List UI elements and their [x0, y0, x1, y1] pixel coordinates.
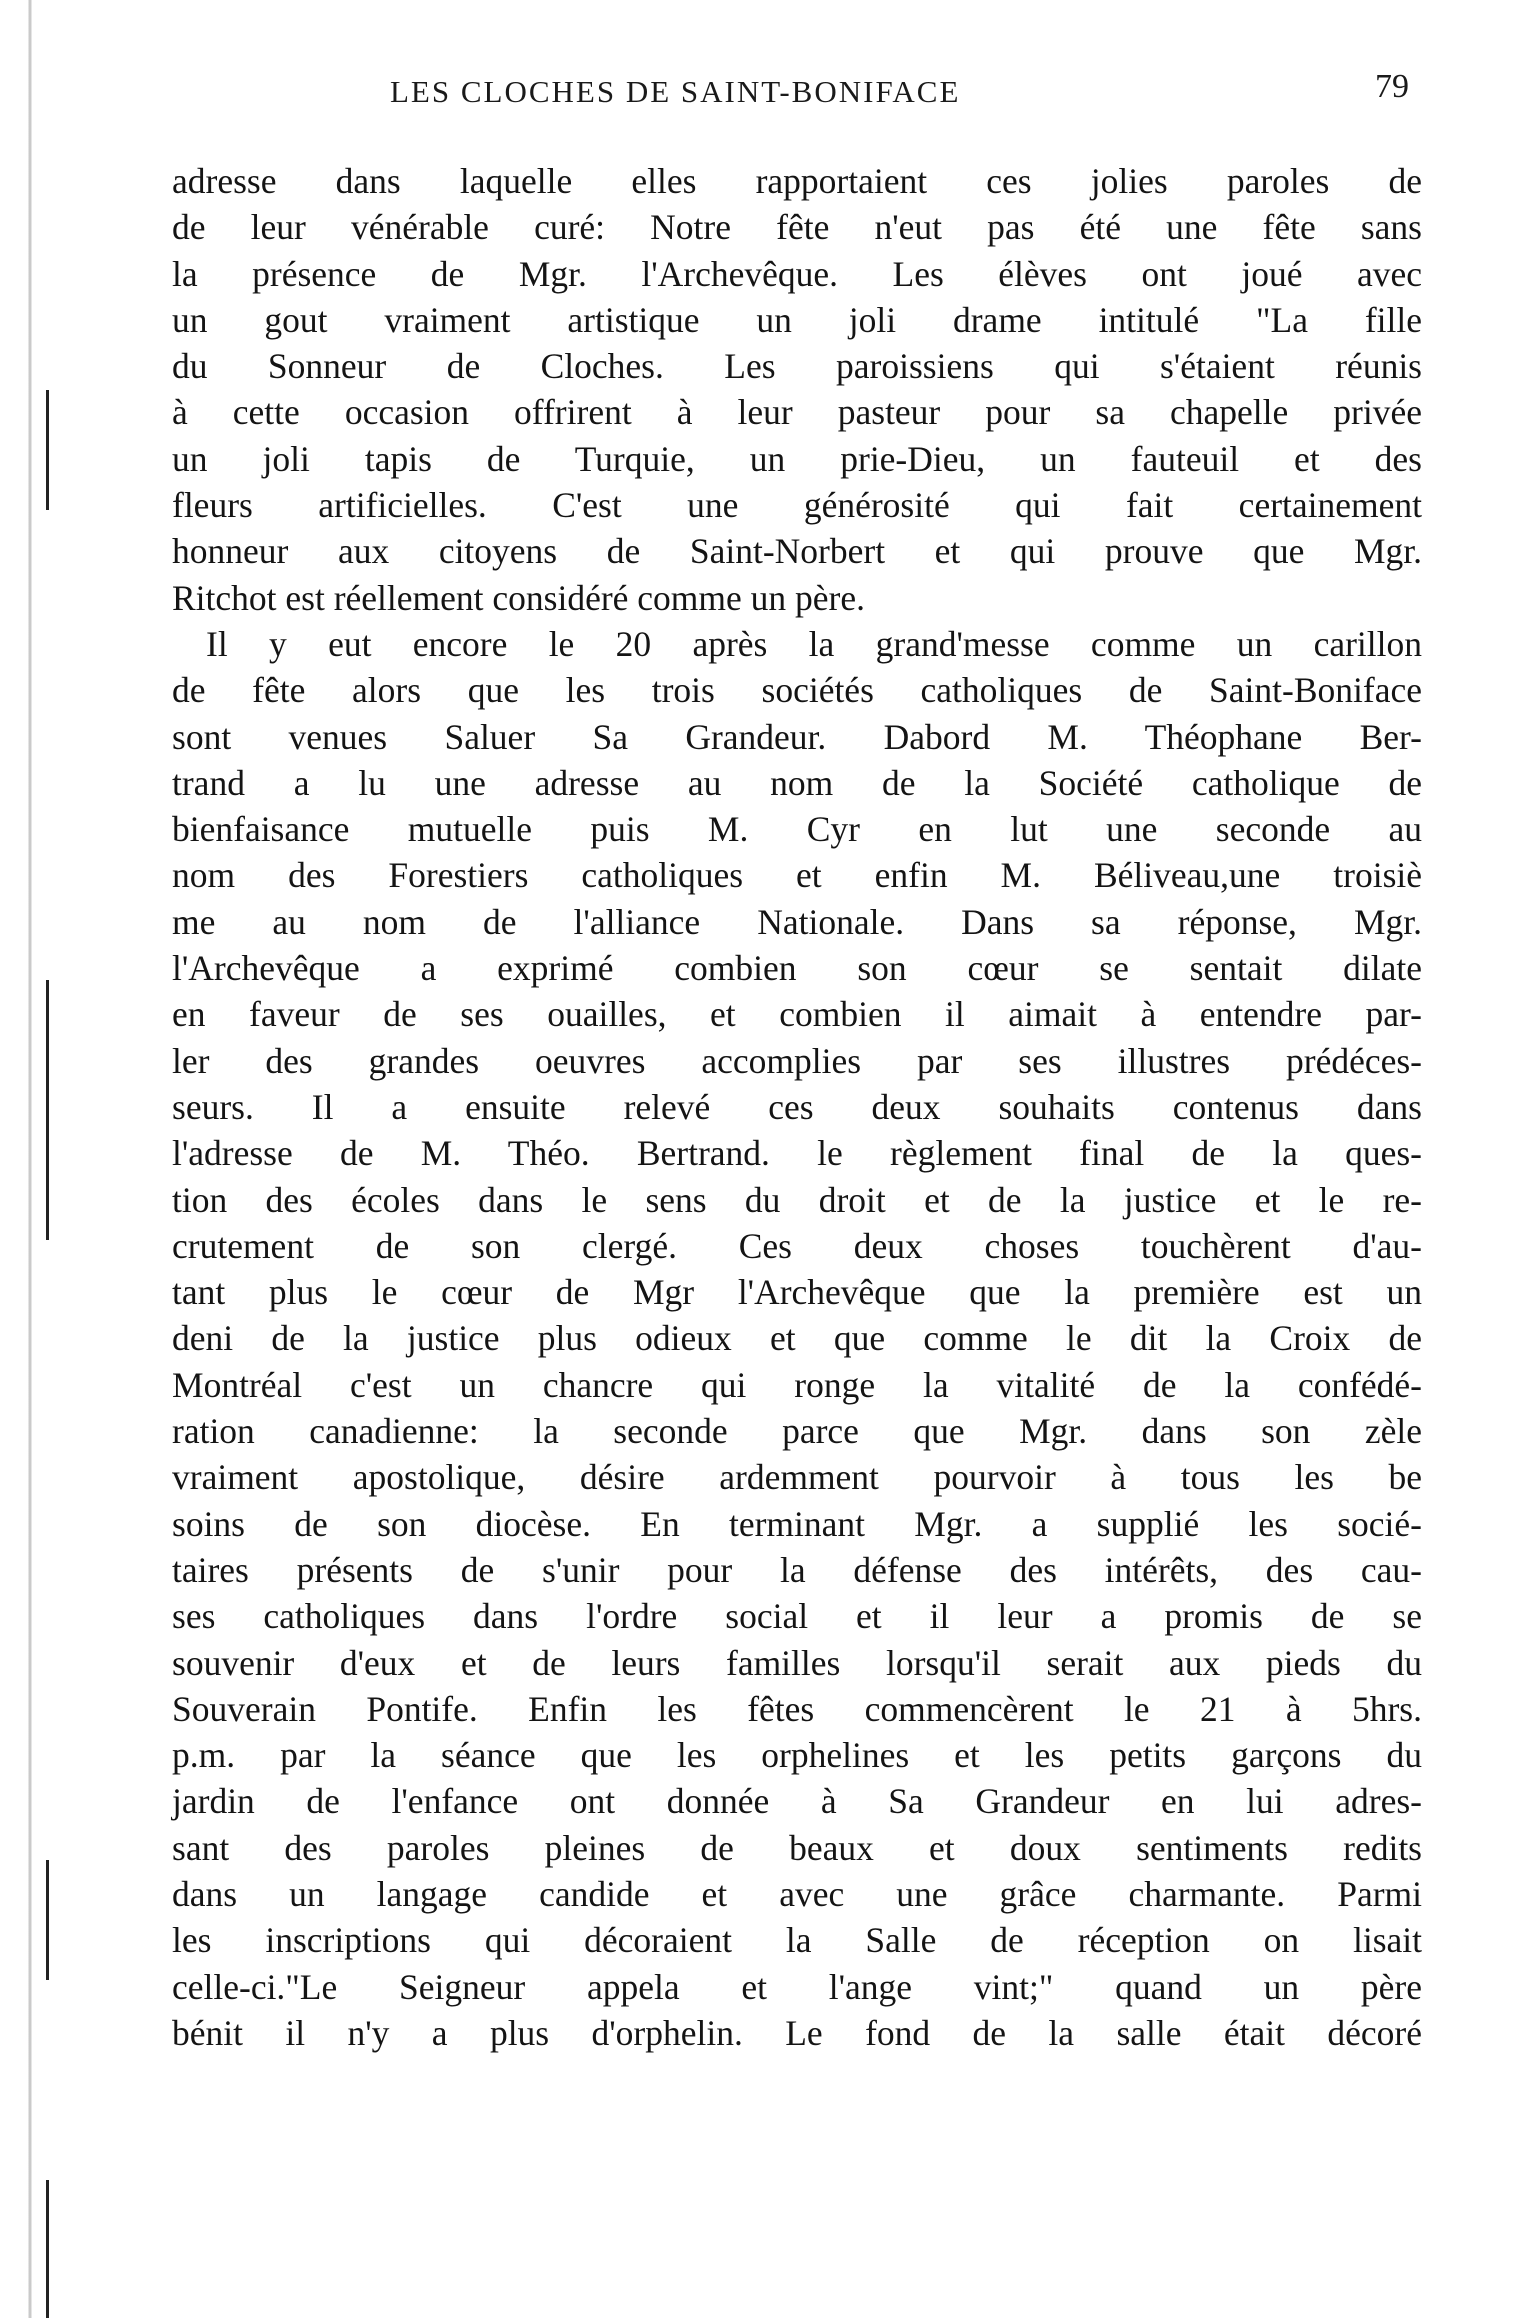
- margin-mark: [46, 2180, 49, 2318]
- text-line: me au nom de l'alliance Nationale. Dans sa réponse, Mgr.: [172, 901, 1422, 942]
- text-line: tant plus le cœur de Mgr l'Archevêque que la première est un: [172, 1272, 1422, 1313]
- text-line: soins de son diocèse. En terminant Mgr. a supplié les socié-: [172, 1503, 1422, 1544]
- text-line: p.m. par la séance que les orphelines et les petits garçons du: [172, 1735, 1422, 1776]
- text-line: de fête alors que les trois sociétés catholiques de Saint-Boniface: [172, 670, 1422, 711]
- text-line: la présence de Mgr. l'Archevêque. Les élèves ont joué avec: [172, 253, 1422, 294]
- text-line: celle-ci."Le Seigneur appela et l'ange vint;" quand un père: [172, 1966, 1422, 2007]
- text-line: seurs. Il a ensuite relevé ces deux souhaits contenus dans: [172, 1086, 1422, 1127]
- page-number: 79: [1375, 68, 1409, 105]
- text-line: crutement de son clergé. Ces deux choses touchèrent d'au-: [172, 1225, 1422, 1266]
- text-line: adresse dans laquelle elles rapportaient ces jolies paroles de: [172, 161, 1422, 201]
- page-edge-shadow: [28, 0, 32, 2318]
- running-title: LES CLOCHES DE SAINT-BONIFACE: [390, 74, 961, 109]
- text-line: sant des paroles pleines de beaux et doux sentiments redits: [172, 1827, 1422, 1868]
- text-line: souvenir d'eux et de leurs familles lorsqu'il serait aux pieds du: [172, 1642, 1422, 1683]
- text-line: trand a lu une adresse au nom de la Société catholique de: [172, 762, 1422, 803]
- body-text: [172, 158, 1422, 2056]
- page-header: [170, 66, 1430, 126]
- margin-mark: [46, 1860, 49, 1980]
- text-line: de leur vénérable curé: Notre fête n'eut pas été une fête sans: [172, 207, 1422, 248]
- margin-mark: [46, 980, 49, 1240]
- text-line: sont venues Saluer Sa Grandeur. Dabord M. Théophane Ber-: [172, 716, 1422, 757]
- text-line: taires présents de s'unir pour la défense des intérêts, des cau-: [172, 1549, 1422, 1590]
- text-line: deni de la justice plus odieux et que comme le dit la Croix de: [172, 1318, 1422, 1359]
- text-line: ler des grandes oeuvres accomplies par ses illustres prédéces-: [172, 1040, 1422, 1081]
- text-line: les inscriptions qui décoraient la Salle de réception on lisait: [172, 1920, 1422, 1961]
- text-line: un joli tapis de Turquie, un prie-Dieu, un fauteuil et des: [172, 438, 1422, 479]
- text-line: à cette occasion offrirent à leur pasteur pour sa chapelle privée: [172, 392, 1422, 433]
- text-line: ration canadienne: la seconde parce que Mgr. dans son zèle: [172, 1411, 1422, 1452]
- text-line: du Sonneur de Cloches. Les paroissiens qui s'étaient réunis: [172, 346, 1422, 387]
- text-line: ses catholiques dans l'ordre social et il leur a promis de se: [172, 1596, 1422, 1637]
- text-line: dans un langage candide et avec une grâce charmante. Parmi: [172, 1873, 1422, 1914]
- text-line: Il y eut encore le 20 après la grand'messe comme un carillon: [206, 623, 1422, 664]
- margin-mark: [46, 390, 49, 510]
- text-line: Souverain Pontife. Enfin les fêtes commencèrent le 21 à 5hrs.: [172, 1688, 1422, 1729]
- text-line: tion des écoles dans le sens du droit et de la justice et le re-: [172, 1179, 1422, 1220]
- text-line: l'Archevêque a exprimé combien son cœur se sentait dilate: [172, 948, 1422, 989]
- text-line: honneur aux citoyens de Saint-Norbert et qui prouve que Mgr.: [172, 531, 1422, 572]
- text-line: l'adresse de M. Théo. Bertrand. le règlement final de la ques-: [172, 1133, 1422, 1174]
- text-line: vraiment apostolique, désire ardemment pourvoir à tous les be: [172, 1457, 1422, 1498]
- text-line: en faveur de ses ouailles, et combien il aimait à entendre par-: [172, 994, 1422, 1035]
- text-line: fleurs artificielles. C'est une générosité qui fait certainement: [172, 485, 1422, 526]
- text-line: Ritchot est réellement considéré comme un père.: [172, 577, 865, 618]
- text-line: un gout vraiment artistique un joli drame intitulé "La fille: [172, 299, 1422, 340]
- text-line: jardin de l'enfance ont donnée à Sa Grandeur en lui adres-: [172, 1781, 1422, 1822]
- text-line: nom des Forestiers catholiques et enfin M. Béliveau,une troisiè: [172, 855, 1422, 896]
- text-line: bénit il n'y a plus d'orphelin. Le fond de la salle était décoré: [172, 2012, 1422, 2053]
- text-line: bienfaisance mutuelle puis M. Cyr en lut une seconde au: [172, 809, 1422, 850]
- text-line: Montréal c'est un chancre qui ronge la vitalité de la confédé-: [172, 1364, 1422, 1405]
